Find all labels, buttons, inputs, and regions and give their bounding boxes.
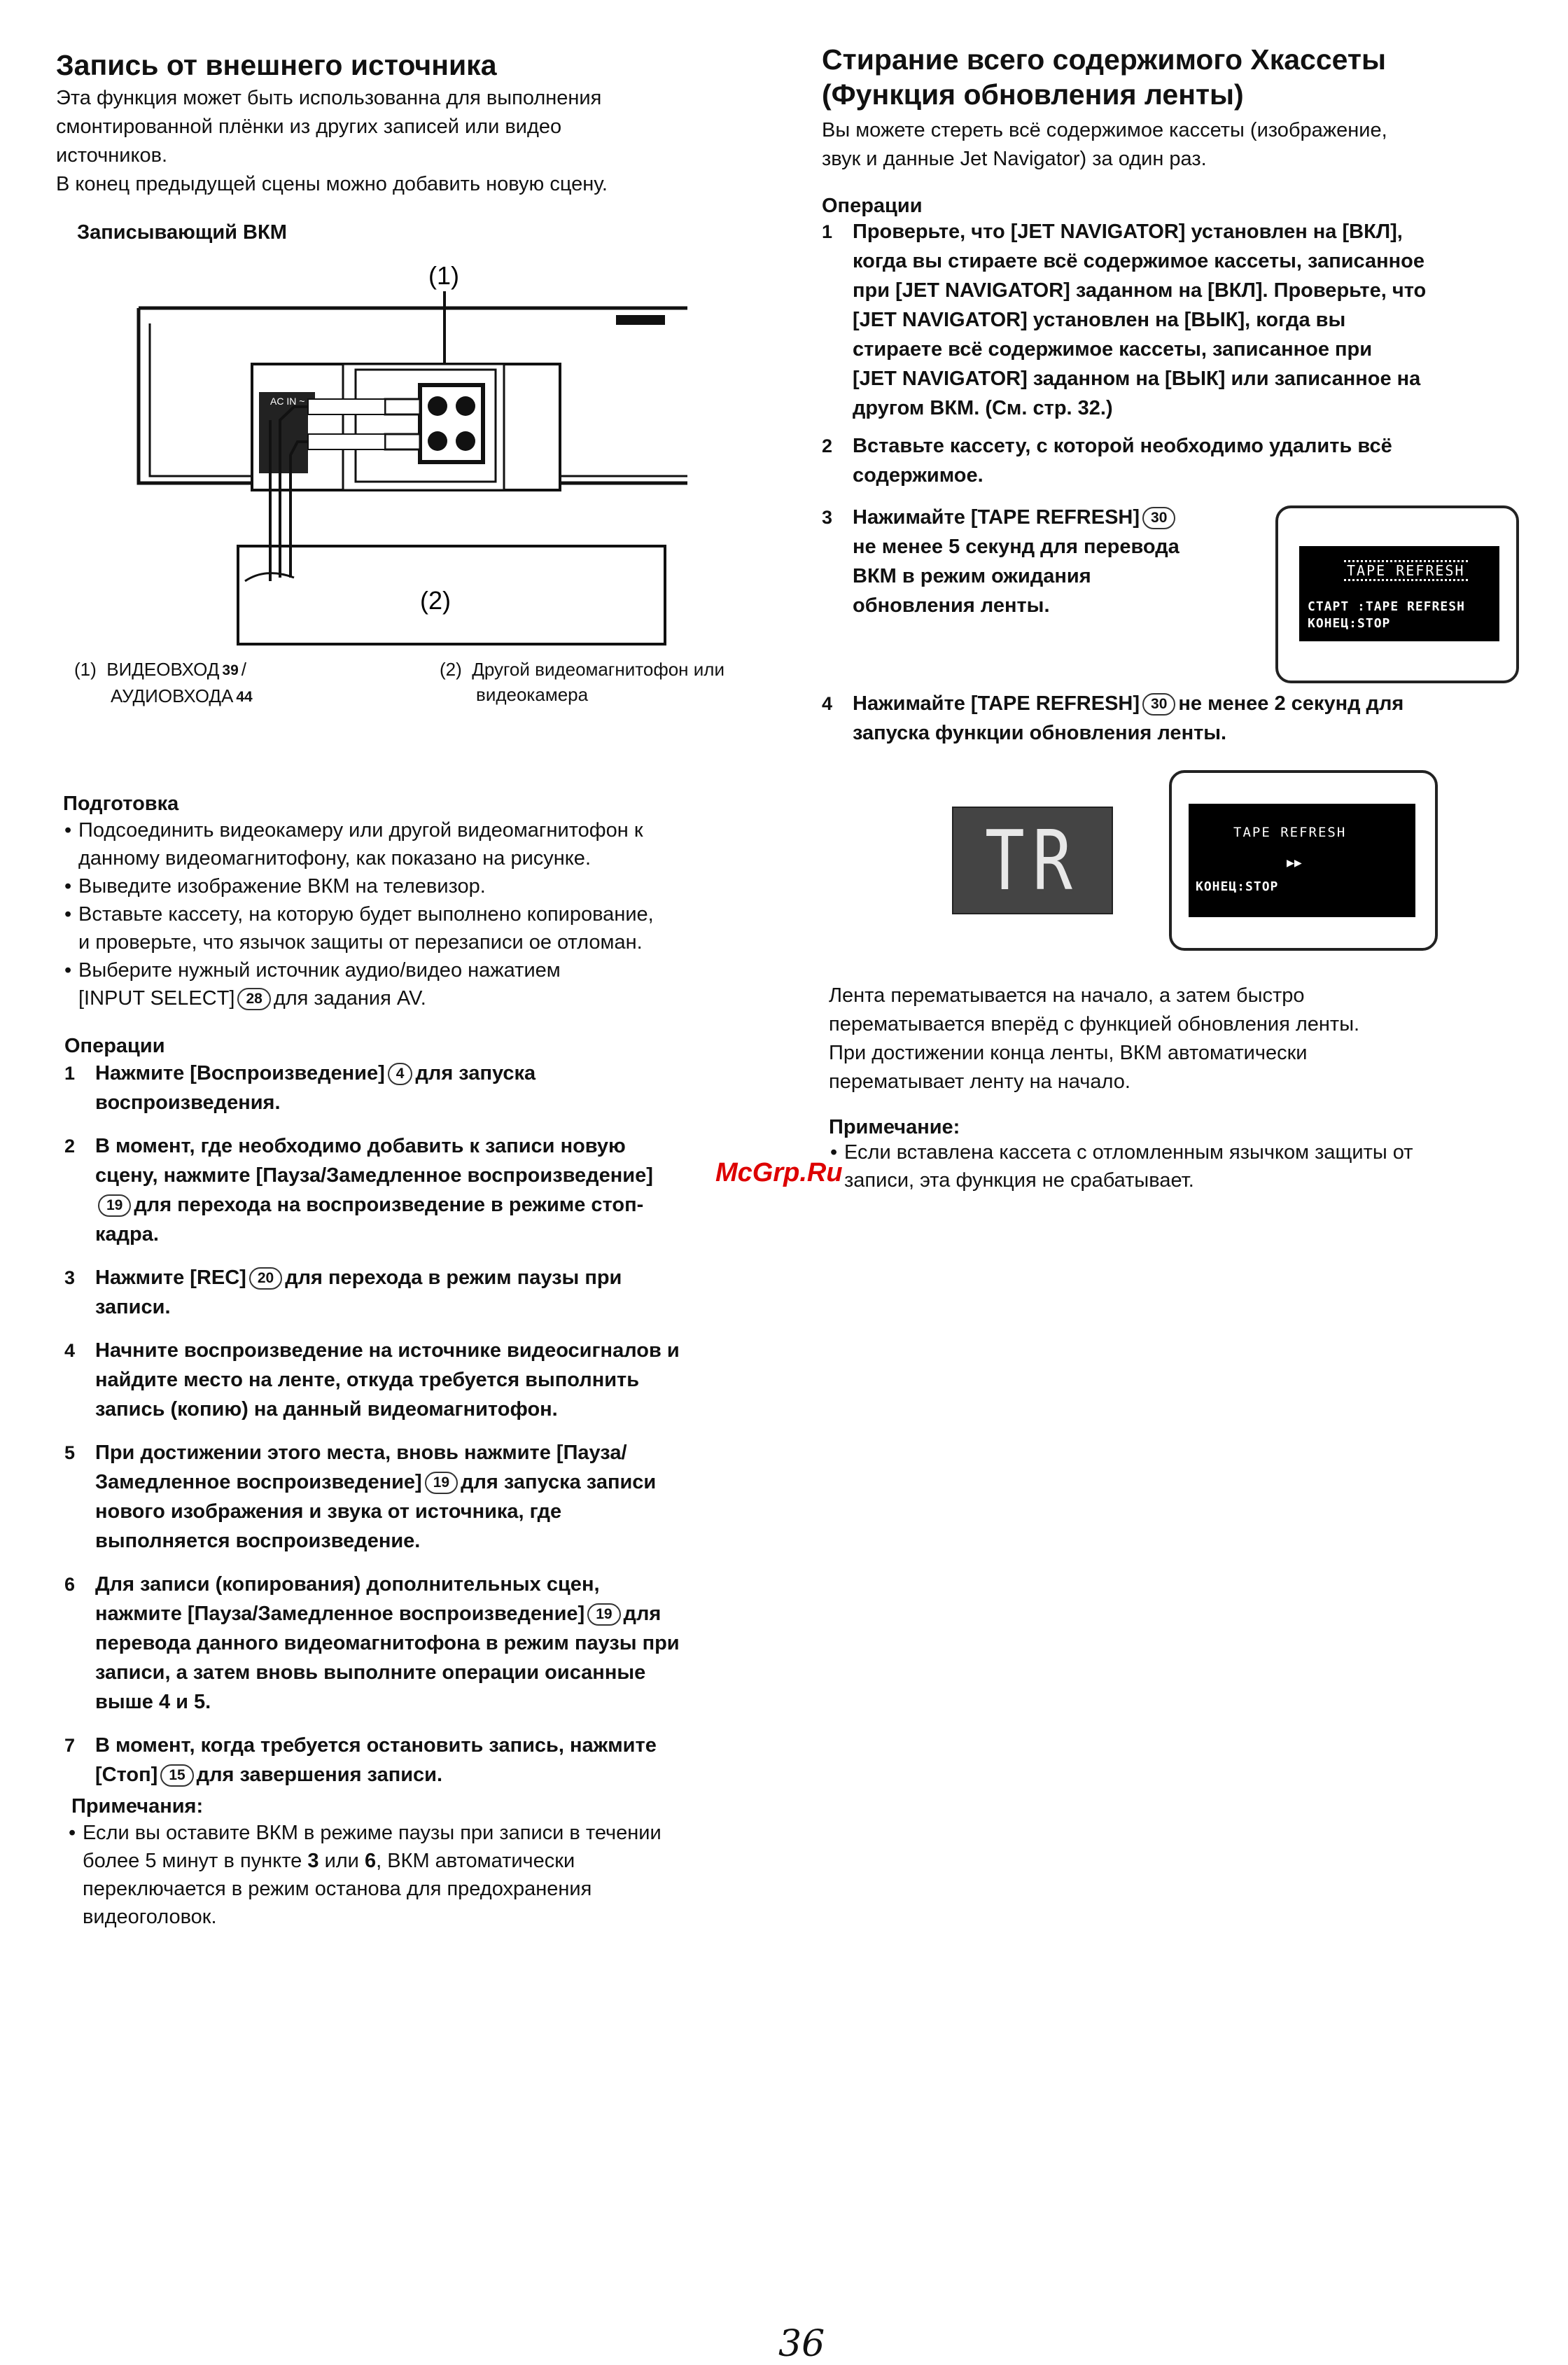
step-5: 5 При достижении этого места, вновь нажмите [Пауза/ Замедленное воспроизведение] 19 для запуска записи нового изображения и звука от источника, где выполняется воспроизведение. [64, 1442, 657, 1552]
step-6: 6 Для записи (копирования) дополнительных сцен, нажмите [Пауза/Замедленное воспроизведение] 19 для перевода данного видеомагнитофона в режим паузы при записи, а затем вновь выполните операции оисанные выше 4 и 5. [64, 1573, 680, 1713]
section-title-tape-refresh: Стирание всего содержимого Хкассеты (Функция обновления ленты) [822, 43, 1387, 111]
ref-badge: 19 [425, 1472, 458, 1494]
right-intro: Вы можете стереть всё содержимое кассеты (изображение, звук и данные Jet Navigator) за один раз. [822, 119, 1387, 170]
list-item: • Подсоединить видеокамеру или другой видеомагнитофон к данному видеомагнитофону, как показано на рисунке. [63, 816, 777, 872]
ref-badge: 19 [98, 1194, 131, 1217]
vcr-display: TR [952, 807, 1113, 914]
diagram-heading: Записывающий ВКМ [77, 221, 287, 244]
diagram-label-2: (2) [420, 586, 451, 615]
connection-diagram [133, 259, 693, 665]
fast-forward-icon: ▶▶ [1287, 856, 1302, 870]
osd-refresh: TAPE REFRESH ▶▶ КОНЕЦ:STOP [1189, 804, 1415, 917]
ref-badge: 20 [249, 1267, 282, 1290]
ref-badge: 44 [236, 689, 253, 706]
ac-in-label: AC IN ~ [270, 396, 305, 407]
diagram-caption-1: (1) ВИДЕОВХОД 39 / АУДИОВХОДА 44 [74, 657, 438, 710]
prep-list [63, 816, 777, 1012]
ref-badge: 28 [237, 988, 270, 1010]
ops-heading: Операции [64, 1035, 165, 1057]
right-step-3: 3 Нажимайте [TAPE REFRESH] 30 не менее 5 секунд для перевода ВКМ в режим ожидания обновления ленты. [822, 506, 1180, 617]
ref-badge: 30 [1142, 693, 1175, 716]
right-step-4: 4 Нажимайте [TAPE REFRESH] 30 не менее 2 секунд для запуска функции обновления ленты. [822, 692, 1404, 744]
diagram-caption-2: (2) Другой видеомагнитофон или видеокамера [440, 659, 724, 705]
list-item: • Если вы оставите ВКМ в режиме паузы при записи в течении более 5 минут в пункте 3 или 6, ВКМ автоматически переключается в режим останова для предохранения видеоголовок. [67, 1819, 781, 1931]
ref-badge: 30 [1142, 507, 1175, 529]
osd-standby: TAPE REFRESH СТАРТ :TAPE REFRESH КОНЕЦ:STOP [1299, 546, 1499, 641]
step-4: 4 Начните воспроизведение на источнике видеосигналов и найдите место на ленте, откуда требуется выполнить запись (копию) на данный видеомагнитофон. [64, 1339, 680, 1421]
right-note-heading: Примечание: [829, 1116, 960, 1138]
list-item: • Вставьте кассету, на которую будет выполнено копирование, и проверьте, что язычок защиты от перезаписи ое отломан. [63, 900, 777, 956]
intro-text: Эта функция может быть использованна для выполнения смонтированной плёнки из других записей или видео источников. В конец предыдущей сцены можно добавить новую сцену. [56, 87, 608, 195]
tv-screen-refresh [1169, 770, 1438, 951]
list-item: • Если вставлена кассета с отломленным язычком защиты от записи, эта функция не срабатывает. [829, 1138, 1522, 1194]
ref-badge: 19 [587, 1603, 620, 1626]
list-item: • Выведите изображение ВКМ на телевизор. [63, 872, 777, 900]
section-title-external-recording: Запись от внешнего источника [56, 49, 497, 81]
ref-badge: 15 [160, 1764, 193, 1787]
after-text: Лента перематывается на начало, а затем быстро перематывается вперёд с функцией обновления ленты. При достижении конца ленты, ВКМ автоматически перематывает ленту на начало. [829, 984, 1360, 1093]
notes-list [67, 1819, 781, 1931]
list-item: • Выберите нужный источник аудио/видео нажатием [INPUT SELECT] 28 для задания AV. [63, 956, 777, 1012]
step-2: 2 В момент, где необходимо добавить к записи новую сцену, нажмите [Пауза/Замедленное воспроизведение] 19 для перехода на воспроизведение в режиме стоп- кадра. [64, 1135, 653, 1246]
step-1: 1 Нажмите [Воспроизведение] 4 для запуска воспроизведения. [64, 1062, 536, 1114]
steps-list [64, 1059, 785, 1804]
ref-badge: 4 [388, 1063, 413, 1085]
step-7: 7 В момент, когда требуется остановить запись, нажмите [Стоп] 15 для завершения записи. [64, 1734, 657, 1786]
ref-badge: 39 [222, 662, 239, 679]
notes-heading: Примечания: [71, 1795, 204, 1818]
right-step-2: 2 Вставьте кассету, с которой необходимо удалить всё содержимое. [822, 435, 1392, 487]
tv-screen-standby [1275, 505, 1519, 683]
watermark: McGrp.Ru [715, 1158, 843, 1187]
prep-heading: Подготовка [63, 793, 179, 815]
right-note-list [829, 1138, 1522, 1194]
diagram-label-1: (1) [428, 261, 459, 290]
right-ops-heading: Операции [822, 195, 923, 217]
right-step-1: 1 Проверьте, что [JET NAVIGATOR] установлен на [ВКЛ], когда вы стираете всё содержимое кассеты, записанное при [JET NAVIGATOR] заданном на [ВКЛ]. Проверьте, что [JET NAVIGATOR] установлен на [ВЫК], когда вы стираете всё содержимое кассеты, записанное при [JET NAVIGATOR] заданном на [ВЫК] или записанное на другом ВКМ. (См. стр. 32.) [822, 221, 1427, 419]
page-number: 36 [778, 2323, 825, 2365]
step-3: 3 Нажмите [REC] 20 для перехода в режим паузы при записи. [64, 1267, 622, 1318]
